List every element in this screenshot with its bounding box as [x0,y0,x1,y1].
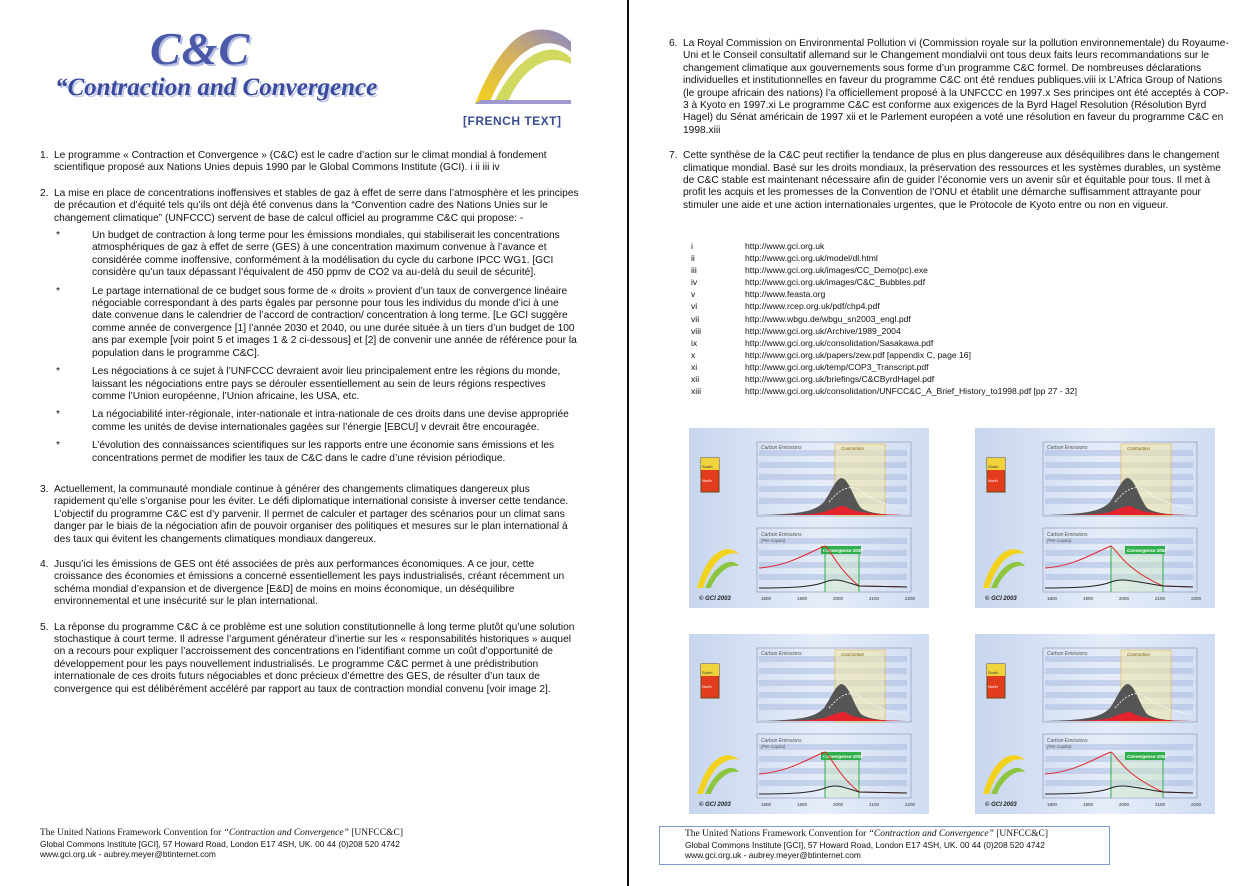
paragraph-7 [669,150,1229,212]
list-item: * Le partage international de ce budget sous forme de « droits » provient d’un taux de convergence linéaire négociable correspondant à des parts égales par personne pour tous les individus du monde d’ici à une date convenue dans le calendrier de l’accord de contraction/ concentration à long terme. [Le GCI suggère comme année de convergence [1] l’année 2030 et 2040, ou une durée située à un tiers d’un budget de 100 ans par exemple [voir point 5 et images 1 & 2 ci-dessous] et [2] de convenir une année de référence pour la population dans le programme C&C]. [56,285,577,359]
reference-number: ii [691,253,695,264]
paragraph-4 [40,559,580,609]
reference-item [691,313,1231,325]
region-label-north: North [702,684,712,689]
logo-subtitle: “Contraction and Convergence [55,74,378,101]
x-tick-label: 2200 [905,802,916,807]
chart-grid [689,428,1229,818]
right-page [629,0,1256,886]
paragraph-number: 6. [669,38,678,49]
paragraph-6 [669,38,1229,137]
reference-link[interactable]: http://www.gci.org.uk/Archive/1989_2004 [745,325,901,336]
x-tick-label: 2200 [1191,596,1202,601]
paragraph-3 [40,484,580,546]
reference-number: v [691,289,696,300]
page-footer [40,828,600,860]
list-item: * La négociabilité inter-régionale, inter-nationale et intra-nationale de ces droits dans une devise appropriée comme les unités de devise internationales gagées sur l’énergie [EBCU] v devrait être encouragée. [56,409,569,433]
reference-item [691,361,1231,373]
reference-item [691,373,1231,385]
x-tick-label: 2100 [869,802,880,807]
x-tick-label: 2100 [1155,802,1166,807]
region-label-south: South [988,670,999,675]
x-tick-label: 1800 [1047,802,1058,807]
footer-title: The United Nations Framework Convention for “Contraction and Convergence” [UNFCC&C] [685,829,1048,839]
footer-address: Global Commons Institute [GCI], 57 Howard Road, London E17 4SH, UK. 00 44 (0)208 520 4742 [40,838,400,849]
convergence-label: Convergence 2030 [823,548,863,553]
region-label-south: South [702,670,713,675]
left-paragraphs [40,150,580,709]
reference-item [691,288,1231,300]
copyright-label: © GCI 2003 [985,596,1017,602]
footer-title: The United Nations Framework Convention for “Contraction and Convergence” [UNFCC&C] [40,828,403,838]
chart-subtitle: (Per-Capita) [1047,744,1072,749]
reference-number: xi [691,361,698,372]
reference-number: iii [691,265,697,276]
reference-item [691,240,1231,252]
chart-subtitle: (Per-Capita) [1047,538,1072,543]
reference-item [691,276,1231,288]
contraction-label: Contraction [1127,446,1151,451]
chart-title: Carbon Emissions [1047,532,1088,538]
paragraph-number: 4. [40,558,49,570]
chart-title: Carbon Emissions [761,651,802,657]
list-item: * Les négociations à ce sujet à l’UNFCCC devraient avoir lieu principalement entre les régions du monde, laissant les négociations entre pays se dérouler essentiellement au sein de leurs régions respectives comme l’Union européenne, l’Union africaine, les USA, etc. [56,366,561,402]
x-tick-label: 2000 [833,802,844,807]
list-item: * Un budget de contraction à long terme pour les émissions mondiales, qui stabiliserait les concentrations atmosphériques de gaz à effet de serre (GES) à une concentration maximum convenue à l’avance et considérée comme inoffensive, conformément à la modélisation du cycle du carbone IPCC WG1. [GCI considère qu’un taux dépassant l’équivalent de 450 ppmv de CO2 va au-delà du seuil de sécurité]. [56,230,560,279]
reference-link[interactable]: http://www.gci.org.uk/temp/COP3_Transcript.pdf [745,361,929,372]
copyright-label: © GCI 2003 [985,802,1017,808]
chart-title: Carbon Emissions [1047,738,1088,744]
paragraph-number: 2. [40,187,49,199]
reference-number: vi [691,301,698,312]
chart-subtitle: (Per-Capita) [761,744,786,749]
chart-thumbnail [689,428,929,608]
convergence-zone [825,548,859,592]
convergence-zone [825,754,859,798]
chart-subtitle: (Per-Capita) [761,538,786,543]
x-tick-label: 2100 [869,596,880,601]
reference-list [691,240,1231,397]
paragraph-text: Jusqu’ici les émissions de GES ont été associées de près aux performances économiques. A ce jour, cette croissance des économies et émissions a concerné essentiellement les pays industrialisés, créant récemment un schéma mondial d’expansion et de divergence [E&D] de moins en moins économique, un déséquilibre environnemental et une insécurité sur le plan international. [54,558,565,608]
copyright-label: © GCI 2003 [699,596,731,602]
cc-logo [55,22,575,122]
convergence-label: Convergence 2050 [1127,548,1167,553]
reference-link[interactable]: http://www.wbgu.de/wbgu_sn2003_engl.pdf [745,313,911,324]
x-tick-label: 2200 [905,596,916,601]
reference-item [691,252,1231,264]
paragraph-text: La Royal Commission on Environmental Pollution vi (Commission royale sur la pollution environnementale) du Royaume-Uni et le Conseil consultatif allemand sur le Changement mondialvii ont tous deux faits leurs recommandations sur le changement climatique aux gouvernements sous forme d’un programme C&C formel. De nombreuses déclarations individuelles et institutionnelles en faveur du programme C&C ont été rendues publiques.viii ix L’Africa Group of Nations (le groupe africain des nations) l’a officiellement proposé à la UNFCCC en 1997.x Ses principes ont été acceptés à COP-3 à Kyoto en 1997.xi Le programme C&C est conforme aux exigences de la Byrd Hagel Resolution (Résolution Byrd Hagel) du Sénat américain de 1997 xii et le Parlement européen a voté une résolution en faveur du programme C&C en 1998.xiii [683,38,1229,136]
paragraph-number: 3. [40,483,49,495]
chart-title: Carbon Emissions [761,738,802,744]
footer-contact: www.gci.org.uk - aubrey.meyer@btinternet.com [685,850,861,860]
x-tick-label: 2000 [833,596,844,601]
x-tick-label: 1800 [1047,596,1058,601]
paragraph-number: 7. [669,150,678,162]
paragraph-text: Actuellement, la communauté mondiale continue à générer des changements climatiques dangereux plus rapidement qu’elle s’organise pour les éviter. Le défi diplomatique international consiste à inverser cette tendance. L’objectif du programme C&C est d’y parvenir. Il permet de calculer et partager des scénarios pour un climat sans danger par le biais de la négociation afin de pouvoir organiser des politiques et mesures sur le plan international à des taux qui évitent les changements climatiques mondiaux dangereux. [54,483,569,545]
paragraph-5 [40,622,580,696]
reference-link[interactable]: http://www.gci.org.uk/images/C&C_Bubbles.pdf [745,277,926,288]
copyright-label: © GCI 2003 [699,802,731,808]
contraction-label: Contraction [841,652,865,657]
paragraph-2 [40,188,580,471]
reference-number: x [691,349,696,360]
x-tick-label: 2100 [1155,596,1166,601]
paragraph-number: 5. [40,621,49,633]
convergence-label: Convergence 2050 [1127,754,1167,759]
reference-item [691,337,1231,349]
reference-item [691,325,1231,337]
paragraph-text: Cette synthèse de la C&C peut rectifier la tendance de plus en plus dangereuse aux déséquilibres dans le changement climatique mondial. Basé sur les droits mondiaux, la préservation des ressources et les systèmes durables, un système de C&C stable est maintenant nécessaire afin de guider l’économie vers un avenir sûr et équitable pour tous. Il met à profit les acquis et les promesses de la Convention de l’ONU et établit une démarche suffisamment attrayante pour stimuler une aide et une action internationales urgentes, que le Protocole de Kyoto entre ou non en vigueur. [683,150,1221,211]
region-label-north: North [988,478,998,483]
reference-number: xiii [691,386,702,397]
reference-link[interactable]: http://www.gci.org.uk/consolidation/UNFCC&C_A_Brief_History_to1998.pdf [pp 27 - 32] [745,386,1077,397]
reference-number: viii [691,325,702,336]
chart-title: Carbon Emissions [1047,651,1088,657]
reference-link[interactable]: http://www.rcep.org.uk/pdf/chp4.pdf [745,301,880,312]
reference-number: vii [691,313,700,324]
x-tick-label: 1800 [761,802,772,807]
region-label-north: North [702,478,712,483]
x-tick-label: 1900 [797,802,808,807]
footer-address: Global Commons Institute [GCI], 57 Howard Road, London E17 4SH, UK. 00 44 (0)208 520 4742 [685,839,1045,850]
page-footer [659,826,1110,865]
bullet-list [54,230,580,465]
region-label-south: South [988,464,999,469]
reference-number: ix [691,337,698,348]
x-tick-label: 2200 [1191,802,1202,807]
paragraph-text: La réponse du programme C&C à ce problème est une solution constitutionnelle à long terme plutôt qu’une solution stochastique à court terme. Il adresse l’argument générateur d’inertie sur les « responsabilités historiques » auquel on a recours pour expliquer l’accroissement des concentrations en l’identifiant comme un coût d’opportunité de développement pour les pays nouvellement industrialisés. Le programme C&C permet à une prédistribution internationale de ces droits futurs négociables et donc précieux d’émettre des GES, de résulter d’un taux de convergence qui est délibérément accéléré par rapport au taux de contraction mondial convenu [voir image 2]. [54,621,575,695]
reference-link[interactable]: http://www.gci.org.uk/consolidation/Sasakawa.pdf [745,337,934,348]
paragraph-text: Le programme « Contraction et Convergence » (C&C) est le cadre d’action sur le climat mondial à fondement scientifique proposé aux Nations Unies depuis 1990 par le Global Commons Institute (GCI). i ii iii iv [54,150,547,174]
swoosh-logo-icon [473,24,573,106]
chart-title: Carbon Emissions [761,445,802,451]
reference-item [691,385,1231,397]
contraction-label: Contraction [841,446,865,451]
chart-thumbnail [689,634,929,814]
x-tick-label: 2000 [1119,802,1130,807]
reference-number: xii [691,374,700,385]
reference-number: iv [691,277,698,288]
reference-link[interactable]: http://www.gci.org.uk/papers/zew.pdf [appendix C, page 16] [745,349,971,360]
region-label-north: North [988,684,998,689]
reference-item [691,264,1231,276]
chart-title: Carbon Emissions [1047,445,1088,451]
paragraph-number: 1. [40,150,49,161]
chart-title: Carbon Emissions [761,532,802,538]
x-tick-label: 1900 [797,596,808,601]
footer-contact: www.gci.org.uk - aubrey.meyer@btinternet.com [40,849,216,859]
convergence-label: Convergence 2030 [823,754,863,759]
reference-link[interactable]: http://www.gci.org.uk/images/CC_Demo(pc).exe [745,265,928,276]
reference-item [691,300,1231,312]
x-tick-label: 2000 [1119,596,1130,601]
list-item: * L’évolution des connaissances scientifiques sur les rapports entre une économie sans émissions et les concentrations permet de modifier les taux de C&C dans le cadre d’une révision périodique. [56,440,555,464]
reference-number: i [691,241,693,251]
paragraph-1 [40,150,580,175]
x-tick-label: 1800 [761,596,772,601]
reference-item [691,349,1231,361]
contraction-label: Contraction [1127,652,1151,657]
right-paragraphs [669,38,1229,225]
chart-thumbnail [975,634,1215,814]
region-label-south: South [702,464,713,469]
paragraph-text: La mise en place de concentrations inoffensives et stables de gaz à effet de serre dans l’atmosphère et les principes de précaution et d’équité tels qu’ils ont déjà été convenus dans la “Convention cadre des Nations Unies sur le changement climatique” (UNFCCC) servent de base de calcul officiel au programme C&C qui propose: - [54,187,579,224]
x-tick-label: 1900 [1083,596,1094,601]
reference-link[interactable]: http://www.gci.org.uk/briefings/C&CByrdHagel.pdf [745,374,935,385]
x-tick-label: 1900 [1083,802,1094,807]
french-text-label: [FRENCH TEXT] [463,114,562,128]
reference-link[interactable]: http://www.feasta.org [745,289,826,300]
reference-link[interactable]: http://www.gci.org.uk [745,241,825,251]
chart-thumbnail [975,428,1215,608]
logo-title: C&C [150,23,251,74]
reference-link[interactable]: http://www.gci.org.uk/model/dl.html [745,253,878,264]
